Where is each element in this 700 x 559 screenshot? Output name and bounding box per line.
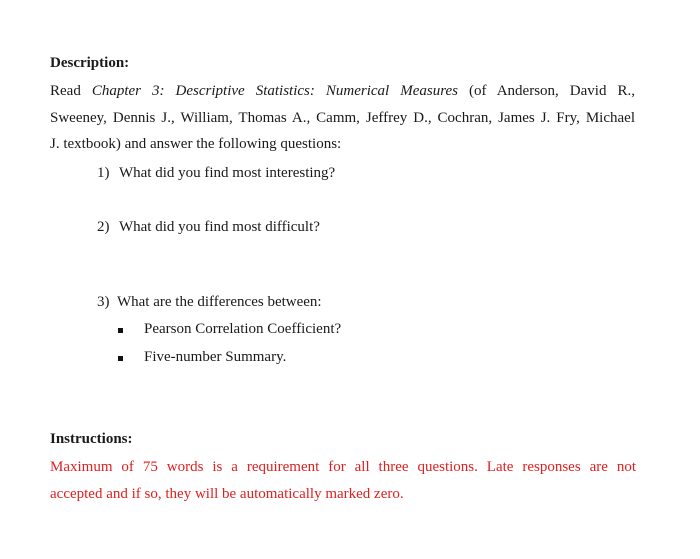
instructions-paragraph — [50, 454, 650, 507]
bullet-text-pearson: Pearson Correlation Coefficient? — [144, 321, 342, 337]
chapter-title: Chapter 3: Descriptive Statistics: Numerical Measures — [91, 83, 459, 99]
bullet-text-five-number: Five-number Summary. — [144, 349, 287, 365]
question-1-text: What did you find most interesting? — [118, 165, 336, 181]
question-3 — [97, 294, 322, 311]
description-paragraph — [50, 78, 650, 158]
instructions-line-2: accepted and if so, they will be automatically marked zero. — [50, 485, 404, 502]
description-line-3: J. textbook) and answer the following questions: — [50, 136, 342, 152]
question-1-number: 1) — [97, 165, 110, 181]
instructions-line-1: Maximum of 75 words is a requirement for all three questions. Late responses are not — [50, 459, 636, 475]
question-2-number: 2) — [97, 219, 110, 235]
description-line-2: Sweeney, Dennis J., William, Thomas A., Camm, Jeffrey D., Cochran, James J. Fry, Michael — [50, 109, 635, 126]
description-line-1 — [50, 78, 635, 105]
description-heading: Description: — [50, 55, 130, 71]
square-bullet-icon — [118, 328, 123, 333]
question-2-text: What did you find most difficult? — [118, 219, 320, 235]
question-1 — [97, 165, 335, 182]
question-3-text: What are the differences between: — [116, 294, 322, 310]
instructions-heading: Instructions: — [50, 431, 133, 447]
description-line-1-end: (of Anderson, David R., — [458, 83, 635, 99]
square-bullet-icon — [118, 356, 123, 361]
description-line-1-start: Read — [50, 83, 92, 99]
question-3-number: 3) — [97, 294, 110, 310]
question-2 — [97, 219, 320, 236]
